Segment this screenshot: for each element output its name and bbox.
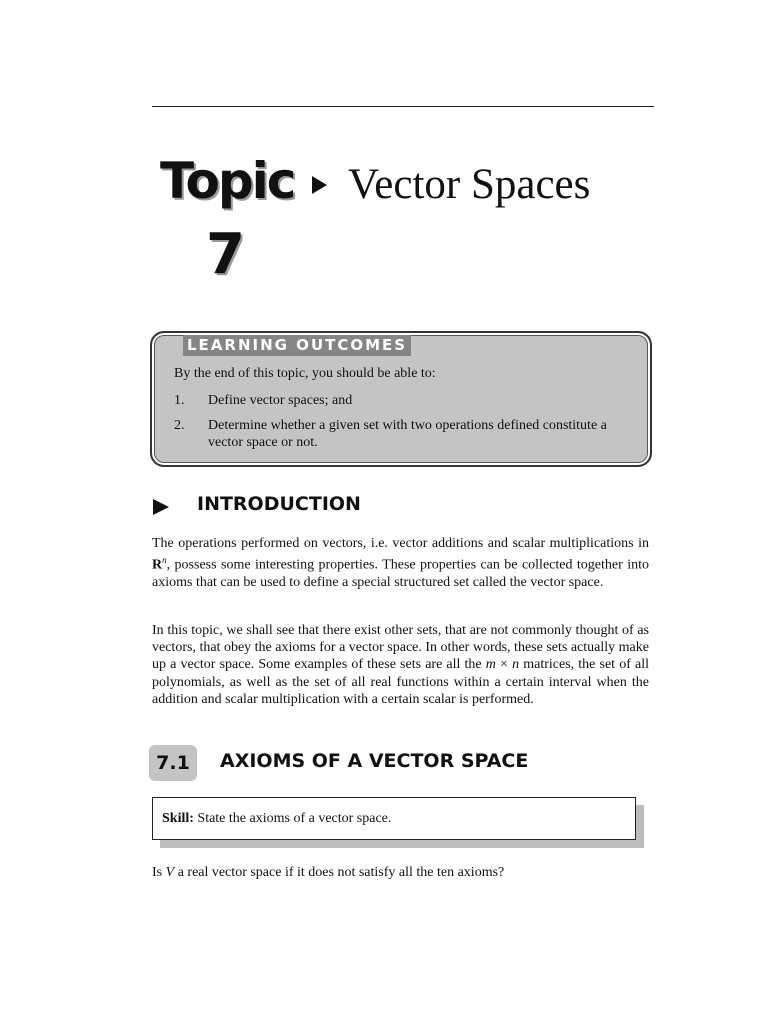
top-rule xyxy=(152,106,654,107)
item-text: Define vector spaces; and xyxy=(208,393,353,408)
topic-number: 7 xyxy=(206,222,245,287)
item-number: 2. xyxy=(174,418,185,433)
question-text: Is V a real vector space if it does not satisfy all the ten axioms? xyxy=(152,865,505,880)
intro-paragraph-2: In this topic, we shall see that there exist other sets, that are not commonly thought of as vectors, that obey the axioms for a vector space. In other words, these sets actually make up a vector space. Some examples of these sets are all the m × n matrices, the set of all polynomials, as well as the set of all real functions within a certain interval when the addition and scalar multiplication with a certain scalar is performed. xyxy=(152,623,650,707)
skill-text: Skill: State the axioms of a vector space. xyxy=(162,811,392,826)
topic-title: Vector Spaces xyxy=(348,161,591,208)
learning-outcomes-intro: By the end of this topic, you should be able to: xyxy=(174,366,436,381)
topic-word: Topic xyxy=(160,152,295,210)
item-number: 1. xyxy=(174,393,185,408)
section-title: AXIOMS OF A VECTOR SPACE xyxy=(220,750,529,772)
section-number-badge: 7.1 xyxy=(149,745,197,781)
intro-arrow-icon xyxy=(153,499,169,515)
learning-outcomes-heading: LEARNING OUTCOMES xyxy=(183,335,411,356)
item-text: Determine whether a given set with two operations defined constitute a vector space or not. xyxy=(208,418,607,450)
title-arrow-icon xyxy=(312,176,327,194)
intro-paragraph-1: The operations performed on vectors, i.e. vector additions and scalar multiplications in $R^n$, possess some interesting properties. These properties can be collected together into axioms that can be used to define a special structured set called the vector space. xyxy=(152,536,649,591)
introduction-heading: INTRODUCTION xyxy=(197,493,361,515)
